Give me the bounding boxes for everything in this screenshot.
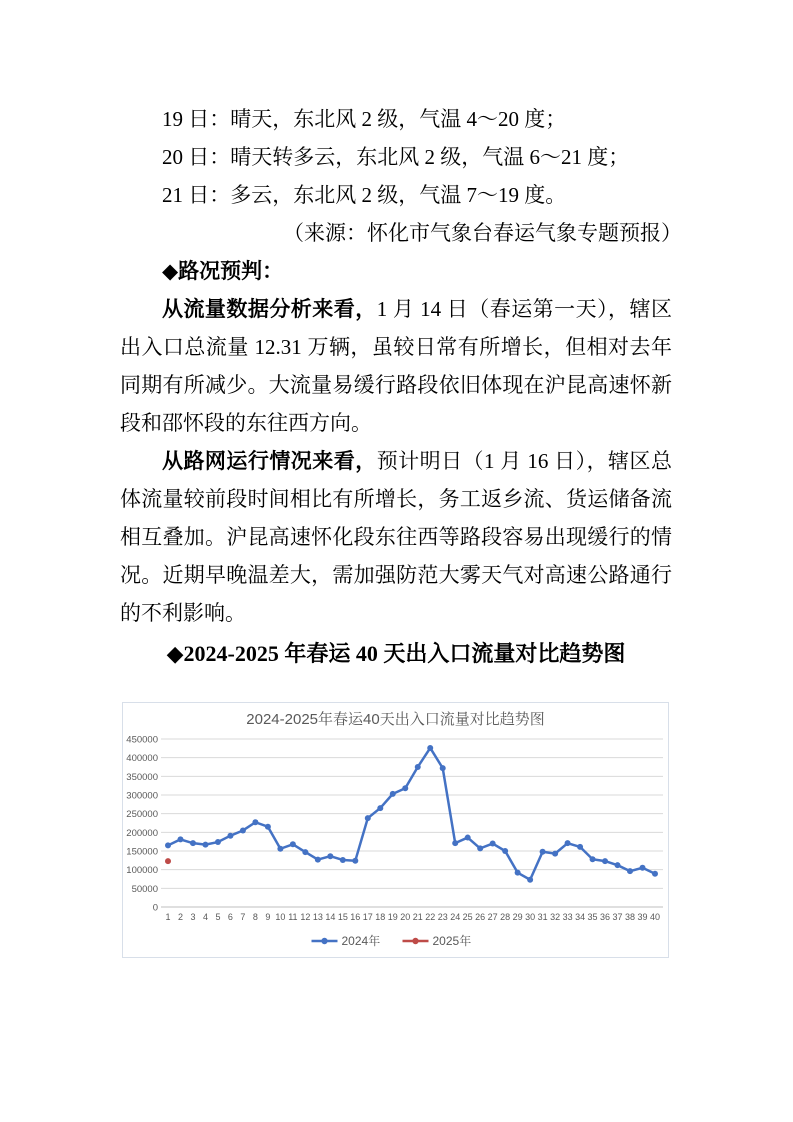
series-marker-2024年 — [627, 868, 633, 874]
series-marker-2024年 — [452, 840, 458, 846]
series-marker-2024年 — [365, 815, 371, 821]
series-marker-2024年 — [577, 844, 583, 850]
series-marker-2024年 — [252, 819, 258, 825]
series-marker-2024年 — [427, 745, 433, 751]
y-tick-label: 400000 — [126, 753, 158, 765]
series-marker-2024年 — [277, 846, 283, 852]
x-tick-label: 22 — [425, 912, 436, 922]
series-marker-2024年 — [240, 827, 246, 833]
x-tick-label: 24 — [450, 912, 461, 922]
series-marker-2024年 — [165, 842, 171, 848]
x-tick-label: 40 — [649, 912, 661, 922]
x-tick-label: 12 — [300, 912, 311, 922]
y-tick-label: 50000 — [131, 883, 158, 895]
traffic-flow-chart — [122, 702, 669, 958]
x-tick-label: 37 — [612, 912, 623, 922]
series-marker-2024年 — [265, 824, 271, 830]
series-marker-2024年 — [415, 764, 421, 770]
x-tick-label: 3 — [190, 912, 196, 922]
weather-line-19: 19 日：晴天，东北风 2 级，气温 4～20 度； — [162, 107, 567, 131]
x-tick-label: 10 — [275, 912, 286, 922]
series-marker-2024年 — [340, 857, 346, 863]
y-tick-label: 250000 — [126, 809, 158, 821]
legend-label-2025年: 2025年 — [432, 934, 472, 948]
x-tick-label: 14 — [325, 912, 336, 922]
series-marker-2024年 — [177, 836, 183, 842]
series-marker-2024年 — [402, 785, 408, 791]
x-tick-label: 38 — [625, 912, 636, 922]
series-marker-2024年 — [640, 865, 646, 871]
x-tick-label: 4 — [202, 912, 208, 922]
series-marker-2024年 — [352, 858, 358, 864]
series-marker-2024年 — [590, 856, 596, 862]
series-marker-2024年 — [302, 849, 308, 855]
series-marker-2024年 — [227, 833, 233, 839]
series-marker-2024年 — [202, 842, 208, 848]
x-tick-label: 7 — [240, 912, 246, 922]
series-marker-2024年 — [602, 858, 608, 864]
x-tick-label: 34 — [575, 912, 586, 922]
x-tick-label: 18 — [375, 912, 386, 922]
series-marker-2024年 — [615, 862, 621, 868]
series-marker-2024年 — [290, 841, 296, 847]
x-tick-label: 2 — [177, 912, 183, 922]
x-tick-label: 1 — [165, 912, 171, 922]
x-tick-label: 35 — [587, 912, 598, 922]
paragraph-network-status-body: 预计明日（1 月 16 日），辖区总体流量较前段时间相比有所增长，务工返乡流、货运储备流相互叠加。沪昆高速怀化段东往西等路段容易出现缓行的情况。近期早晚温差大，需加强防范大雾天气对高速公路通行的不利影响。 — [120, 449, 672, 625]
y-tick-label: 0 — [152, 902, 158, 914]
series-marker-2024年 — [440, 765, 446, 771]
x-tick-label: 6 — [227, 912, 233, 922]
series-marker-2024年 — [327, 853, 333, 859]
x-tick-label: 17 — [362, 912, 373, 922]
y-tick-label: 200000 — [126, 827, 158, 839]
y-tick-label: 300000 — [126, 790, 158, 802]
series-marker-2024年 — [490, 841, 496, 847]
series-marker-2024年 — [527, 877, 533, 883]
x-tick-label: 39 — [637, 912, 648, 922]
paragraph-traffic-data — [120, 290, 672, 442]
series-marker-2024年 — [540, 849, 546, 855]
series-marker-2024年 — [315, 857, 321, 863]
series-marker-2024年 — [652, 871, 658, 877]
series-marker-2024年 — [552, 851, 558, 857]
x-tick-label: 5 — [215, 912, 221, 922]
paragraph-network-status-lead: 从路网运行情况来看， — [162, 449, 377, 473]
x-tick-label: 19 — [387, 912, 398, 922]
x-tick-label: 36 — [600, 912, 611, 922]
chart-title: 2024-2025年春运40天出入口流量对比趋势图 — [246, 711, 545, 728]
series-marker-2024年 — [390, 791, 396, 797]
series-marker-2024年 — [515, 870, 521, 876]
x-tick-label: 25 — [462, 912, 473, 922]
y-tick-label: 350000 — [126, 771, 158, 783]
x-tick-label: 28 — [500, 912, 511, 922]
y-tick-label: 150000 — [126, 846, 158, 858]
x-tick-label: 33 — [562, 912, 573, 922]
section-heading-road-forecast: ◆路况预判： — [162, 259, 284, 283]
x-tick-label: 21 — [412, 912, 423, 922]
x-tick-label: 9 — [265, 912, 271, 922]
series-marker-2024年 — [465, 835, 471, 841]
x-tick-label: 26 — [475, 912, 486, 922]
legend-marker-2024年 — [321, 938, 327, 944]
x-tick-label: 11 — [288, 912, 298, 922]
x-tick-label: 8 — [252, 912, 258, 922]
legend-label-2024年: 2024年 — [341, 934, 381, 948]
x-tick-label: 32 — [550, 912, 561, 922]
x-tick-label: 31 — [537, 912, 548, 922]
x-tick-label: 20 — [400, 912, 411, 922]
series-marker-2024年 — [190, 840, 196, 846]
paragraph-traffic-data-lead: 从流量数据分析来看， — [162, 297, 377, 321]
traffic-flow-chart-svg — [123, 703, 668, 957]
x-tick-label: 15 — [337, 912, 348, 922]
x-tick-label: 29 — [512, 912, 523, 922]
x-tick-label: 16 — [350, 912, 361, 922]
x-tick-label: 30 — [525, 912, 536, 922]
series-marker-2024年 — [215, 839, 221, 845]
chart-section-heading: ◆2024-2025 年春运 40 天出入口流量对比趋势图 — [166, 641, 626, 666]
source-attribution: （来源：怀化市气象台春运气象专题预报） — [283, 221, 682, 245]
series-marker-2024年 — [477, 845, 483, 851]
paragraph-network-status — [120, 442, 672, 632]
x-tick-label: 27 — [487, 912, 498, 922]
x-tick-label: 23 — [437, 912, 448, 922]
weather-line-20: 20 日：晴天转多云，东北风 2 级，气温 6～21 度； — [162, 145, 630, 169]
paragraph-traffic-data-body: 1 月 14 日（春运第一天），辖区出入口总流量 12.31 万辆，虽较日常有所增长，但相对去年同期有所减少。大流量易缓行路段依旧体现在沪昆高速怀新段和邵怀段的东往西方向。 — [120, 297, 672, 435]
legend-marker-2025年 — [412, 938, 418, 944]
series-marker-2024年 — [502, 848, 508, 854]
series-marker-2024年 — [565, 840, 571, 846]
x-tick-label: 13 — [312, 912, 323, 922]
weather-line-21: 21 日：多云，东北风 2 级，气温 7～19 度。 — [162, 183, 567, 207]
y-tick-label: 100000 — [126, 865, 158, 877]
y-tick-label: 450000 — [126, 734, 158, 746]
series-marker-2024年 — [377, 805, 383, 811]
series-marker-2025年 — [165, 858, 171, 864]
